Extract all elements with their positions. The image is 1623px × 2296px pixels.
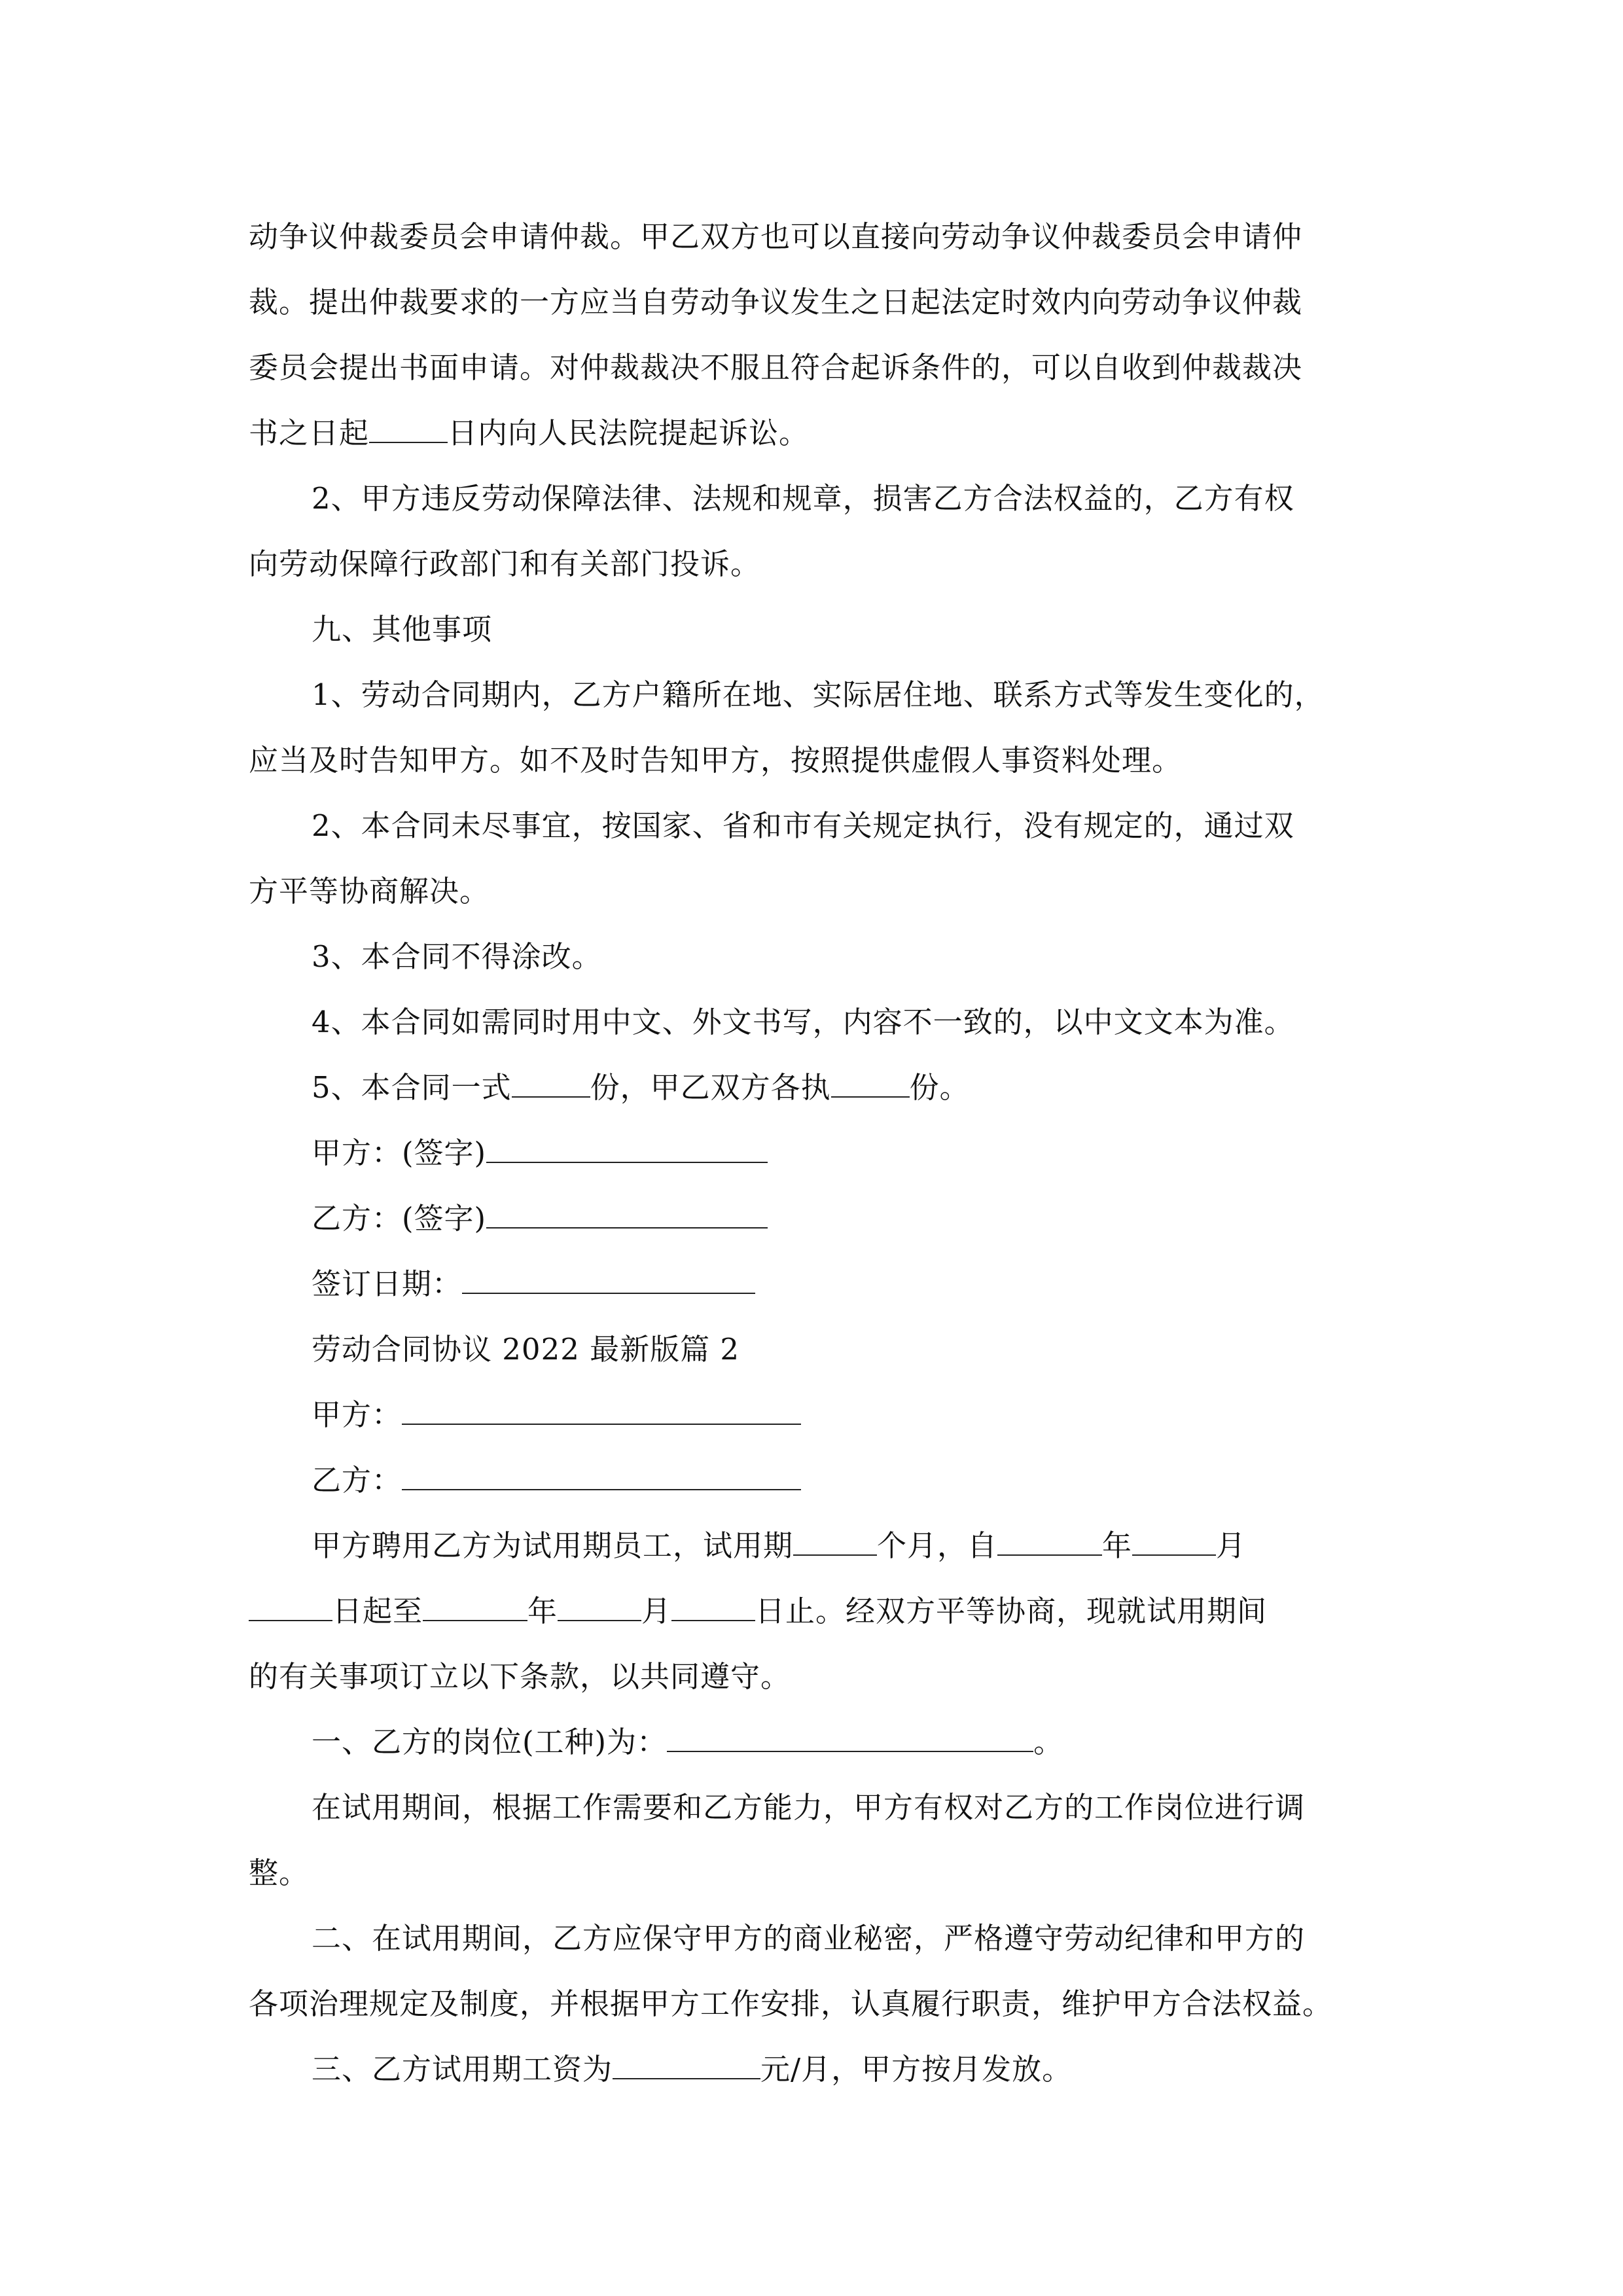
- text: 九、其他事项: [312, 612, 493, 647]
- blank-salary: [613, 2052, 760, 2079]
- blank-start-month: [1132, 1528, 1216, 1556]
- text: 方平等协商解决。: [249, 874, 490, 908]
- text-line: [249, 990, 1376, 1055]
- text-line: [249, 662, 1376, 728]
- text: 3、本合同不得涂改。: [312, 939, 602, 974]
- blank-position: [667, 1725, 1033, 1752]
- text: 日止。经双方平等协商，现就试用期间: [755, 1594, 1268, 1628]
- party-b-blank: [402, 1463, 801, 1490]
- text: 份，甲乙双方各执: [590, 1070, 831, 1105]
- text-line: [249, 924, 1376, 990]
- text-line: [249, 270, 1376, 335]
- text-line: [249, 1906, 1376, 1971]
- text-line: [249, 1579, 1376, 1644]
- signature-line-party-b: [249, 1186, 1376, 1251]
- document-body: [249, 204, 1376, 2102]
- text: 委员会提出书面申请。对仲裁裁决不服且符合起诉条件的，可以自收到仲裁裁决: [249, 350, 1303, 385]
- text-line: [249, 728, 1376, 793]
- text-line: [249, 531, 1376, 597]
- text: 签订日期：: [312, 1266, 463, 1301]
- signature-blank-b: [486, 1201, 768, 1229]
- text: 2、本合同未尽事宜，按国家、省和市有关规定执行，没有规定的，通过双: [312, 808, 1294, 843]
- text: 各项治理规定及制度，并根据甲方工作安排，认真履行职责，维护甲方合法权益。: [249, 1986, 1333, 2021]
- blank-start-year: [997, 1528, 1102, 1556]
- text: 裁。提出仲裁要求的一方应当自劳动争议发生之日起法定时效内向劳动争议仲裁: [249, 285, 1303, 319]
- text: 书之日起: [249, 416, 370, 450]
- sign-date-line: [249, 1251, 1376, 1317]
- text: 年: [1102, 1528, 1133, 1563]
- text: 月: [1216, 1528, 1247, 1563]
- text: 日内向人民法院提起诉讼。: [448, 416, 810, 450]
- text-line: [249, 793, 1376, 859]
- blank-end-month: [558, 1594, 641, 1621]
- text-line: [249, 335, 1376, 401]
- text: 元/月，甲方按月发放。: [760, 2052, 1073, 2087]
- text-line: [249, 2037, 1376, 2102]
- signature-line-party-a: [249, 1121, 1376, 1186]
- text-line: [249, 466, 1376, 531]
- text: 1、劳动合同期内，乙方户籍所在地、实际居住地、联系方式等发生变化的，: [312, 677, 1325, 712]
- text: 整。: [249, 1856, 310, 1890]
- document-subtitle: [249, 1317, 1376, 1382]
- text: 月: [641, 1594, 672, 1628]
- party-a-line: [249, 1382, 1376, 1448]
- text-line: [249, 401, 1376, 466]
- blank-end-year: [423, 1594, 527, 1621]
- text: 向劳动保障行政部门和有关部门投诉。: [249, 547, 761, 581]
- signature-blank-a: [486, 1136, 768, 1163]
- blank-end-day: [671, 1594, 755, 1621]
- text: 甲方：: [312, 1397, 402, 1432]
- text: 甲方聘用乙方为试用期员工，试用期: [312, 1528, 794, 1563]
- text: 二、在试用期间，乙方应保守甲方的商业秘密，严格遵守劳动纪律和甲方的: [312, 1921, 1306, 1956]
- text: 动争议仲裁委员会申请仲裁。甲乙双方也可以直接向劳动争议仲裁委员会申请仲: [249, 219, 1303, 254]
- text: 的有关事项订立以下条款，以共同遵守。: [249, 1659, 791, 1694]
- sign-date-blank: [462, 1266, 755, 1294]
- text-line: [249, 1513, 1376, 1579]
- party-b-line: [249, 1448, 1376, 1513]
- text-line: [249, 1971, 1376, 2037]
- text: 5、本合同一式: [312, 1070, 512, 1105]
- text-line: [249, 204, 1376, 270]
- text: 三、乙方试用期工资为: [312, 2052, 613, 2087]
- text-line: [249, 1055, 1376, 1121]
- text: 一、乙方的岗位(工种)为：: [312, 1725, 668, 1759]
- text: 。: [1033, 1725, 1064, 1759]
- text-line: [249, 859, 1376, 924]
- text: 乙方：(签字): [312, 1201, 487, 1236]
- text: 应当及时告知甲方。如不及时告知甲方，按照提供虚假人事资料处理。: [249, 743, 1183, 778]
- section-heading: [249, 597, 1376, 662]
- party-a-blank: [402, 1397, 801, 1425]
- text: 2、甲方违反劳动保障法律、法规和规章，损害乙方合法权益的，乙方有权: [312, 481, 1294, 516]
- text: 个月，自: [877, 1528, 998, 1563]
- text: 日起至: [332, 1594, 423, 1628]
- blank-copies: [512, 1070, 590, 1098]
- text: 在试用期间，根据工作需要和乙方能力，甲方有权对乙方的工作岗位进行调: [312, 1790, 1306, 1825]
- text: 4、本合同如需同时用中文、外文书写，内容不一致的，以中文文本为准。: [312, 1005, 1294, 1039]
- text-line: [249, 1710, 1376, 1775]
- blank-months: [793, 1528, 877, 1556]
- text-line: [249, 1775, 1376, 1840]
- blank-start-day: [249, 1594, 332, 1621]
- blank-days: [369, 416, 448, 443]
- text: 甲方：(签字): [312, 1136, 487, 1170]
- text: 乙方：: [312, 1463, 402, 1498]
- blank-copies-each: [831, 1070, 910, 1098]
- text-line: [249, 1840, 1376, 1906]
- text: 劳动合同协议 2022 最新版篇 2: [312, 1332, 740, 1367]
- text: 年: [527, 1594, 558, 1628]
- text: 份。: [909, 1070, 970, 1105]
- text-line: [249, 1644, 1376, 1710]
